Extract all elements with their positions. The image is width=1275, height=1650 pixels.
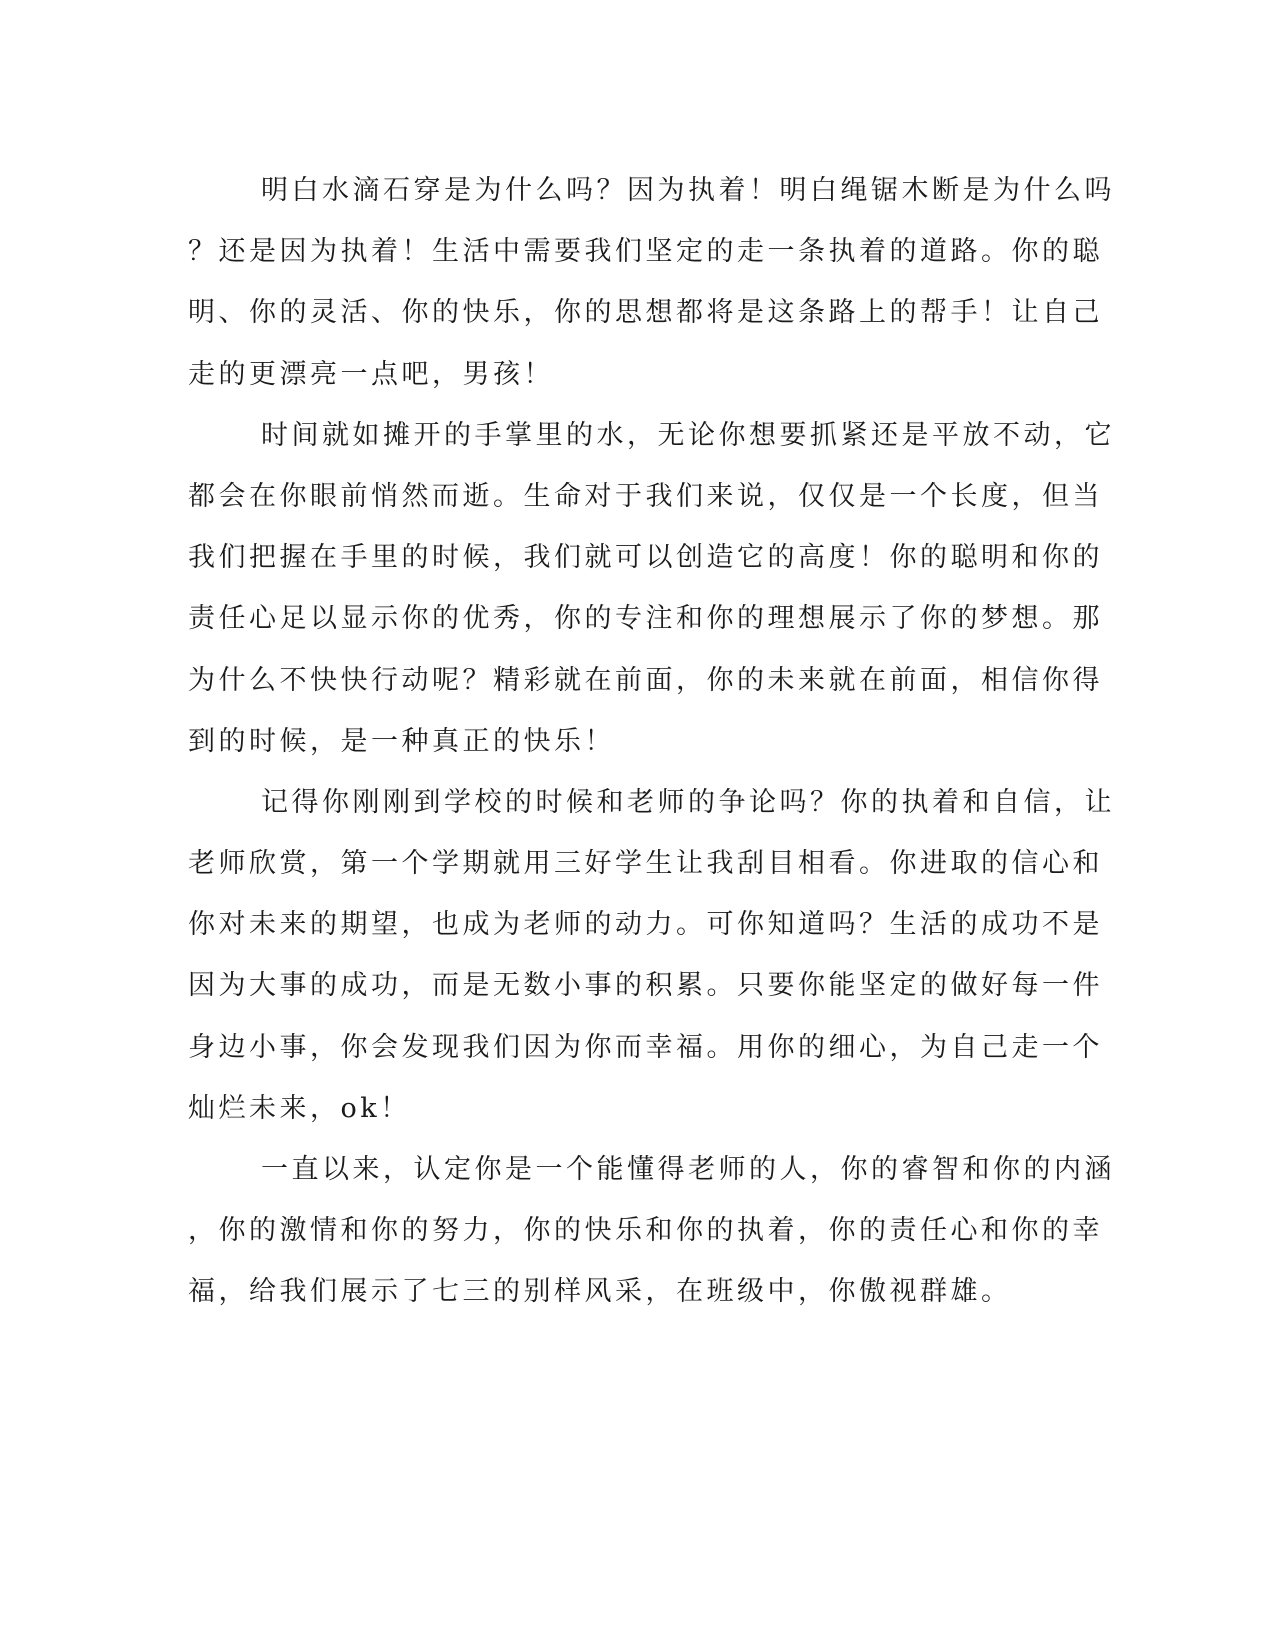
text-line: 明白水滴石穿是为什么吗？因为执着！明白绳锯木断是为什么吗 (261, 175, 1115, 206)
text-line: 因为大事的成功，而是无数小事的积累。只要你能坚定的做好每一件 (188, 970, 1103, 1002)
text-line: 福，给我们展示了七三的别样风采，在班级中，你傲视群雄。 (188, 1276, 1012, 1308)
text-line: 老师欣赏，第一个学期就用三好学生让我刮目相看。你进取的信心和 (188, 848, 1103, 880)
document-body (188, 160, 1115, 1323)
text-line: ，你的激情和你的努力，你的快乐和你的执着，你的责任心和你的幸 (188, 1215, 1103, 1247)
text-line: 到的时候，是一种真正的快乐！ (188, 725, 615, 757)
text-line: 身边小事，你会发现我们因为你而幸福。用你的细心，为自己走一个 (188, 1031, 1103, 1063)
text-line: 灿烂未来，ok！ (188, 1092, 411, 1124)
text-line: 我们把握在手里的时候，我们就可以创造它的高度！你的聪明和你的 (188, 542, 1103, 574)
text-line: 为什么不快快行动呢？精彩就在前面，你的未来就在前面，相信你得 (188, 664, 1103, 696)
text-line: ？还是因为执着！生活中需要我们坚定的走一条执着的道路。你的聪 (188, 236, 1103, 268)
text-line: 明、你的灵活、你的快乐，你的思想都将是这条路上的帮手！让自己 (188, 297, 1103, 329)
text-line: 走的更漂亮一点吧，男孩！ (188, 358, 554, 390)
text-line: 记得你刚刚到学校的时候和老师的争论吗？你的执着和自信，让 (261, 786, 1115, 818)
text-line: 都会在你眼前悄然而逝。生命对于我们来说，仅仅是一个长度，但当 (188, 480, 1103, 512)
text-line: 一直以来，认定你是一个能懂得老师的人，你的睿智和你的内涵 (261, 1154, 1115, 1185)
text-line: 时间就如摊开的手掌里的水，无论你想要抓紧还是平放不动，它 (261, 419, 1115, 451)
text-line: 责任心足以显示你的优秀，你的专注和你的理想展示了你的梦想。那 (188, 603, 1103, 635)
text-line: 你对未来的期望，也成为老师的动力。可你知道吗？生活的成功不是 (188, 909, 1103, 941)
